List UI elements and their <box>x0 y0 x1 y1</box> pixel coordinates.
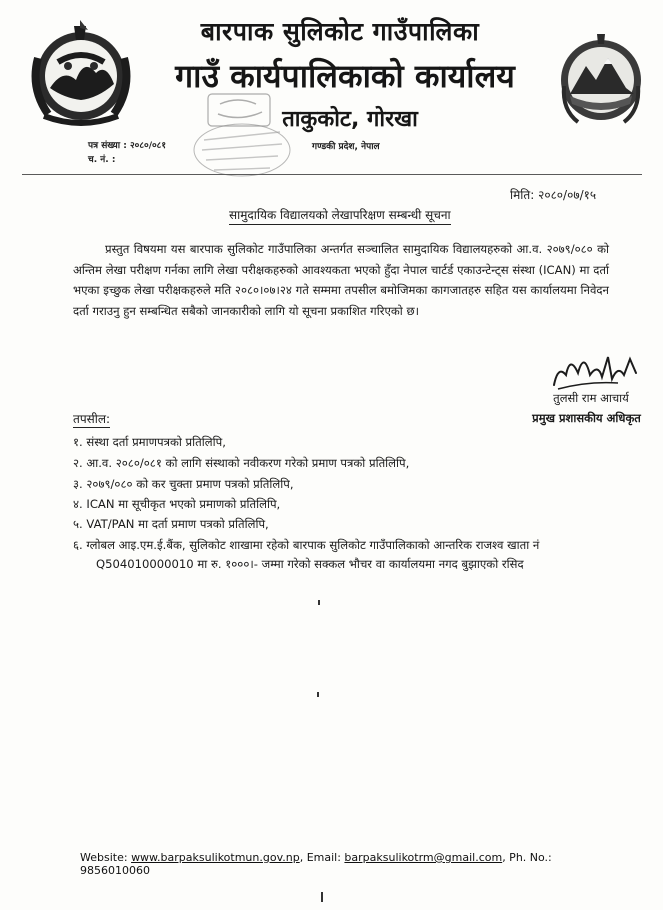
list-item: २. आ.व. २०८०/०८१ को लागि संस्थाको नवीकरण गरेको प्रमाण पत्रको प्रतिलिपि, <box>73 456 410 470</box>
office-address: ताकुकोट, गोरखा <box>282 107 418 132</box>
office-stamp-icon <box>180 92 300 180</box>
list-item: ४. ICAN मा सूचीकृत भएको प्रमाणको प्रतिलिपि, <box>73 497 281 511</box>
scan-speck <box>321 892 323 902</box>
dispatch-number: च. नं. : <box>88 155 116 165</box>
website-label: Website: <box>80 851 128 864</box>
signatory-name: तुलसी राम आचार्य <box>553 391 629 405</box>
header-divider <box>22 174 642 175</box>
list-item: ५. VAT/PAN मा दर्ता प्रमाण पत्रको प्रतिलिपि, <box>73 517 269 531</box>
footer-contact <box>80 851 600 877</box>
attachments-heading: तपसील: <box>73 412 111 426</box>
reference-number: पत्र संख्या : २०८०/०८१ <box>88 141 167 151</box>
notice-body: प्रस्तुत विषयमा यस बारपाक सुलिकोट गाउँपालिका अन्तर्गत सञ्चालित सामुदायिक विद्यालयहरुको आ.व. २०७९/०८० को अन्तिम लेखा परीक्षण गर्नका लागि लेखा परीक्षकहरुको आवश्यकता भएको हुँदा नेपाल चार्टर्ड एकाउन्टेन्ट्स संस्था (ICAN) मा दर्ता भएका इच्छुक लेखा परीक्षकहरुले मति २०८०।०७।२४ गते सम्ममा तपसील बमोजिमका कागजातहरु सहित यस कार्यालयमा निवेदन दर्ता गराउनु हुन सम्बन्धित सबैको जानकारीको लागि यो सूचना प्रकाशित गरिएको छ। <box>73 242 609 318</box>
list-item: १. संस्था दर्ता प्रमाणपत्रको प्रतिलिपि, <box>73 435 226 449</box>
notice-date: मिति: २०८०/०७/१५ <box>510 188 597 202</box>
nepal-emblem-icon <box>28 18 134 130</box>
municipality-logo-icon <box>556 30 646 126</box>
notice-subject: सामुदायिक विद्यालयको लेखापरिक्षण सम्बन्धी सूचना <box>229 206 451 225</box>
website-link[interactable]: www.barpaksulikotmun.gov.np <box>131 851 300 864</box>
phone-number: , Ph. No.: 9856010060 <box>80 851 552 877</box>
signatory-title: प्रमुख प्रशासकीय अधिकृत <box>532 411 641 425</box>
email-link[interactable]: barpaksulikotrm@gmail.com <box>344 851 503 864</box>
list-item: ६. ग्लोबल आइ.एम.ई.बैंक, सुलिकोट शाखामा रहेको बारपाक सुलिकोट गाउँपालिकाको आन्तरिक राजश्व खाता नं <box>73 538 540 552</box>
list-item-continuation: Q504010000010 मा रु. १०००।- जम्मा गरेको सक्कल भौचर वा कार्यालयमा नगद बुझाएको रसिद <box>96 557 524 571</box>
scan-speck <box>318 600 320 605</box>
email-label: , Email: <box>299 851 341 864</box>
list-item: ३. २०७९/०८० को कर चुक्ता प्रमाण पत्रको प्रतिलिपि, <box>73 477 294 491</box>
signature-icon <box>548 345 643 393</box>
province-label: गण्डकी प्रदेश, नेपाल <box>312 142 380 152</box>
office-name: गाउँ कार्यपालिकाको कार्यालय <box>175 57 515 95</box>
scan-speck <box>317 692 319 697</box>
municipality-name: बारपाक सुलिकोट गाउँपालिका <box>200 17 480 46</box>
